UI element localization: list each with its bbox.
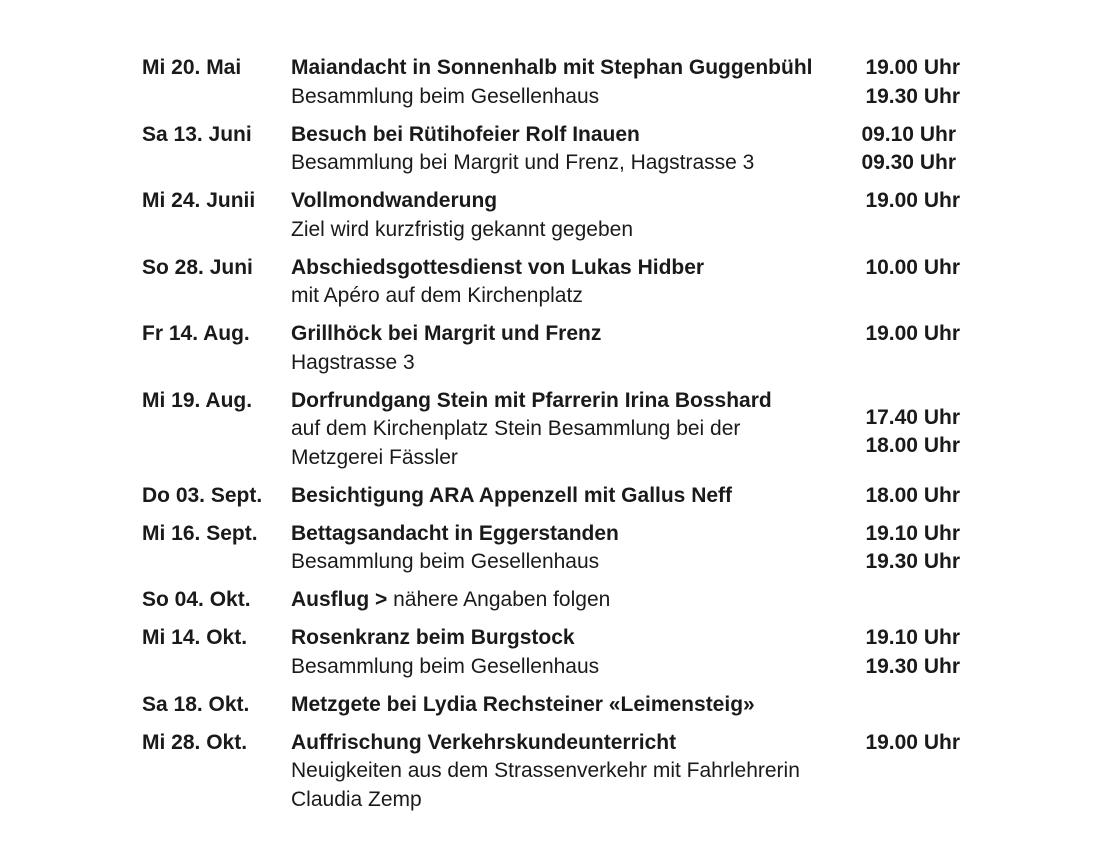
event-row xyxy=(142,520,982,577)
event-time: 19.00 Uhr xyxy=(865,189,960,212)
event-time: 19.10 Uhr xyxy=(865,521,960,545)
event-description xyxy=(291,586,851,615)
event-times xyxy=(851,387,982,473)
event-date: Mi 14. Okt. xyxy=(142,626,248,649)
event-time: 19.00 Uhr xyxy=(865,730,960,754)
event-date: So 28. Juni xyxy=(142,255,253,279)
event-description xyxy=(291,691,851,720)
event-time: 19.30 Uhr xyxy=(865,550,960,573)
event-date: Mi 28. Okt. xyxy=(142,730,248,754)
event-title-rest: nähere Angaben folgen xyxy=(387,588,611,611)
event-time: 19.00 Uhr xyxy=(865,56,960,79)
event-detail: Neuigkeiten aus dem Strassenverkehr mit Fahrlehrerin xyxy=(291,759,800,782)
event-row xyxy=(142,121,982,178)
event-title: Abschiedsgottesdienst von Lukas Hidber xyxy=(291,255,705,279)
event-description xyxy=(291,624,851,681)
event-detail: auf dem Kirchenplatz Stein Besammlung bei der xyxy=(291,417,741,440)
event-time: 10.00 Uhr xyxy=(865,255,960,279)
event-detail: mit Apéro auf dem Kirchenplatz xyxy=(291,284,583,307)
event-description xyxy=(291,729,851,815)
event-title: Bettagsandacht in Eggerstanden xyxy=(291,521,619,545)
event-time: 09.10 Uhr xyxy=(861,122,956,146)
event-date: Sa 18. Okt. xyxy=(142,692,250,716)
event-detail: Besammlung beim Gesellenhaus xyxy=(291,84,600,108)
event-time: 18.00 Uhr xyxy=(865,434,960,458)
event-description xyxy=(291,520,851,577)
event-title: Maiandacht in Sonnenhalb mit Stephan Guggenbühl xyxy=(291,56,813,79)
event-description xyxy=(291,187,851,244)
event-title: Rosenkranz beim Burgstock xyxy=(291,626,575,649)
event-times xyxy=(851,54,982,111)
event-row xyxy=(142,387,982,473)
event-title-bold: Ausflug > xyxy=(291,588,388,611)
event-time: 17.40 Uhr xyxy=(865,405,960,429)
event-detail: Besammlung beim Gesellenhaus xyxy=(291,654,600,678)
event-detail: Claudia Zemp xyxy=(291,787,422,811)
event-row xyxy=(142,482,982,511)
event-time: 19.10 Uhr xyxy=(865,626,960,649)
event-row xyxy=(142,254,982,311)
event-title: Besuch bei Rütihofeier Rolf Inauen xyxy=(291,122,640,146)
event-description xyxy=(291,320,851,377)
event-schedule xyxy=(142,54,982,824)
event-detail: Besammlung beim Gesellenhaus xyxy=(291,550,600,573)
event-description xyxy=(291,482,851,511)
event-row xyxy=(142,320,982,377)
event-times xyxy=(851,482,982,511)
event-date: So 04. Okt. xyxy=(142,588,251,611)
event-date: Do 03. Sept. xyxy=(142,483,263,507)
event-description xyxy=(291,54,851,111)
event-detail: Metzgerei Fässler xyxy=(291,445,458,469)
event-date: Mi 24. Junii xyxy=(142,189,256,212)
event-row xyxy=(142,586,982,615)
event-row xyxy=(142,624,982,681)
event-row xyxy=(142,729,982,815)
event-title: Vollmondwanderung xyxy=(291,189,498,212)
event-row xyxy=(142,187,982,244)
event-times xyxy=(851,729,982,815)
event-date: Fr 14. Aug. xyxy=(142,322,250,345)
event-times xyxy=(851,586,982,615)
event-times xyxy=(851,187,982,244)
event-times xyxy=(851,254,982,311)
event-detail: Besammlung bei Margrit und Frenz, Hagstrasse 3 xyxy=(291,151,755,174)
event-times xyxy=(851,691,982,720)
event-title: Metzgete bei Lydia Rechsteiner «Leimensteig» xyxy=(291,692,755,716)
event-row xyxy=(142,691,982,720)
event-description xyxy=(291,254,851,311)
event-title xyxy=(291,586,851,615)
event-detail: Hagstrasse 3 xyxy=(291,350,415,374)
event-date: Mi 16. Sept. xyxy=(142,521,258,545)
event-time: 18.00 Uhr xyxy=(865,483,960,507)
event-description xyxy=(291,387,851,473)
event-time: 09.30 Uhr xyxy=(861,151,956,174)
event-title: Auffrischung Verkehrskundeunterricht xyxy=(291,730,677,754)
event-title: Besichtigung ARA Appenzell mit Gallus Neff xyxy=(291,483,733,507)
event-time: 19.30 Uhr xyxy=(865,654,960,678)
event-time: 19.30 Uhr xyxy=(865,84,960,108)
event-row xyxy=(142,54,982,111)
event-date: Sa 13. Juni xyxy=(142,122,252,146)
event-time: 19.00 Uhr xyxy=(865,322,960,345)
event-title: Grillhöck bei Margrit und Frenz xyxy=(291,322,602,345)
event-times xyxy=(851,320,982,377)
event-times xyxy=(851,520,982,577)
event-description xyxy=(291,121,851,178)
event-date: Mi 20. Mai xyxy=(142,56,242,79)
event-detail: Ziel wird kurzfristig gekannt gegeben xyxy=(291,217,634,241)
event-title: Dorfrundgang Stein mit Pfarrerin Irina Bosshard xyxy=(291,388,772,412)
event-times xyxy=(851,121,982,178)
event-times xyxy=(851,624,982,681)
event-date: Mi 19. Aug. xyxy=(142,388,253,412)
